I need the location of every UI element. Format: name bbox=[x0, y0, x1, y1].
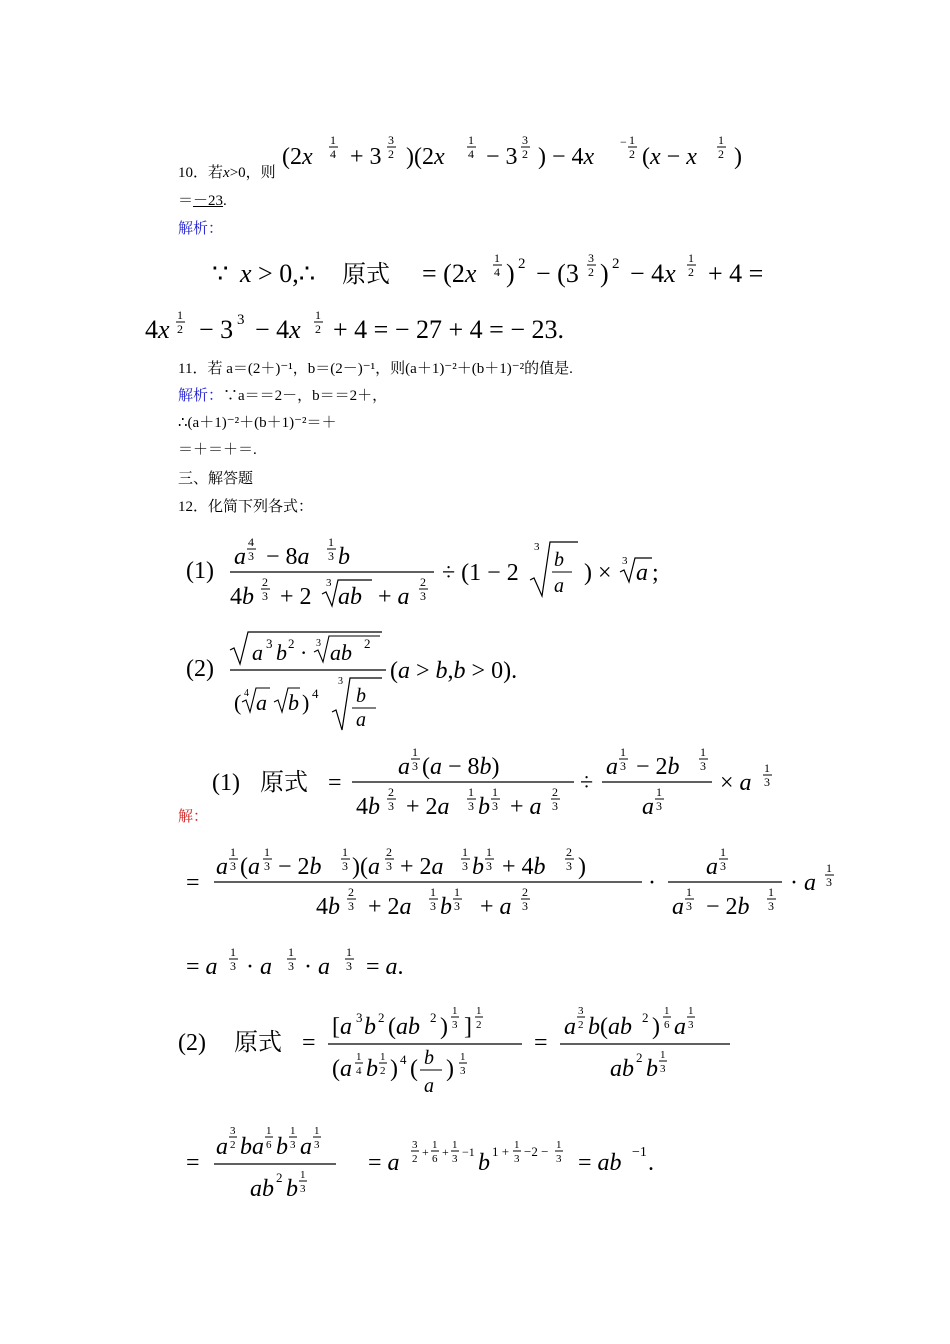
svg-text:2: 2 bbox=[522, 885, 528, 899]
svg-text:3: 3 bbox=[566, 859, 572, 873]
svg-text:3: 3 bbox=[412, 759, 418, 773]
svg-text:a: a bbox=[356, 709, 366, 731]
svg-text:2: 2 bbox=[430, 1010, 437, 1025]
solution-part1-line2 bbox=[186, 840, 846, 926]
svg-text:a: a bbox=[300, 1134, 312, 1160]
svg-text:2: 2 bbox=[566, 845, 572, 859]
svg-text:4b: 4b bbox=[230, 584, 254, 610]
svg-text:3: 3 bbox=[342, 859, 348, 873]
svg-text:1 +: 1 + bbox=[492, 1144, 510, 1159]
svg-text:3: 3 bbox=[230, 859, 236, 873]
svg-text:1: 1 bbox=[476, 1005, 482, 1017]
svg-text:1: 1 bbox=[380, 1051, 386, 1063]
svg-text:3: 3 bbox=[237, 312, 245, 328]
svg-text:b: b bbox=[472, 854, 484, 880]
svg-text:3: 3 bbox=[230, 959, 236, 973]
svg-text:1: 1 bbox=[660, 1049, 666, 1061]
q12-title: 12．化简下列各式： bbox=[178, 499, 314, 515]
svg-text:(a: (a bbox=[240, 854, 260, 880]
svg-text:3: 3 bbox=[492, 799, 498, 813]
svg-text:1: 1 bbox=[356, 1051, 362, 1063]
svg-text:2: 2 bbox=[386, 845, 392, 859]
svg-text:− 2b: − 2b bbox=[636, 754, 680, 780]
svg-text:2: 2 bbox=[348, 885, 354, 899]
svg-text:+ 4 =: + 4 = bbox=[708, 259, 764, 288]
svg-text:3: 3 bbox=[522, 133, 528, 147]
svg-text:2: 2 bbox=[612, 256, 620, 272]
solution-part1-line1 bbox=[212, 740, 792, 826]
svg-text:3: 3 bbox=[412, 1139, 418, 1151]
svg-text:= (2x: = (2x bbox=[422, 259, 477, 288]
svg-text:4: 4 bbox=[400, 1052, 407, 1067]
svg-text:2: 2 bbox=[288, 636, 295, 651]
svg-text:ab: ab bbox=[330, 640, 352, 665]
svg-text:2: 2 bbox=[642, 1010, 649, 1025]
svg-text:1: 1 bbox=[556, 1139, 562, 1151]
svg-text:): ) bbox=[446, 1056, 454, 1082]
svg-text:−2 −: −2 − bbox=[524, 1144, 549, 1159]
svg-text:3: 3 bbox=[328, 549, 334, 563]
svg-text:2: 2 bbox=[315, 322, 321, 336]
svg-text:÷ (1 − 2: ÷ (1 − 2 bbox=[442, 560, 519, 586]
svg-text:2: 2 bbox=[636, 1050, 643, 1065]
svg-text:+ 2a: + 2a bbox=[400, 854, 444, 880]
svg-text:4: 4 bbox=[330, 147, 336, 161]
svg-text:=: = bbox=[302, 1030, 316, 1056]
svg-text:4b: 4b bbox=[356, 794, 380, 820]
q10-analysis-label: 解析： bbox=[178, 221, 224, 237]
svg-text:3: 3 bbox=[514, 1153, 520, 1165]
svg-text:=: = bbox=[534, 1030, 548, 1056]
svg-text:): ) bbox=[440, 1014, 448, 1040]
svg-text:a: a bbox=[554, 575, 564, 597]
svg-text:1: 1 bbox=[494, 251, 500, 265]
svg-text:a: a bbox=[256, 690, 267, 715]
q10-answer: －23 bbox=[193, 193, 224, 209]
svg-text:= a: = a bbox=[368, 1150, 400, 1176]
svg-text:3: 3 bbox=[300, 1183, 306, 1195]
svg-text:) − 4x: ) − 4x bbox=[538, 144, 595, 170]
svg-text:2: 2 bbox=[388, 147, 394, 161]
svg-text:[a: [a bbox=[332, 1014, 352, 1040]
svg-text:+ 4 = − 27 + 4 = − 23.: + 4 = − 27 + 4 = − 23. bbox=[333, 315, 564, 344]
svg-text:2: 2 bbox=[578, 1019, 584, 1031]
svg-text:− 4x: − 4x bbox=[255, 315, 301, 344]
svg-text:1: 1 bbox=[230, 845, 236, 859]
svg-text:3: 3 bbox=[420, 589, 426, 603]
svg-text:): ) bbox=[506, 259, 515, 288]
svg-text:1: 1 bbox=[700, 745, 706, 759]
svg-text:6: 6 bbox=[432, 1153, 438, 1165]
svg-text:3: 3 bbox=[288, 959, 294, 973]
svg-text:1: 1 bbox=[264, 845, 270, 859]
svg-text:)(a: )(a bbox=[352, 854, 380, 880]
svg-text:a: a bbox=[642, 794, 654, 820]
svg-text:) ×: ) × bbox=[584, 560, 612, 586]
svg-text:· a: · a bbox=[246, 954, 272, 980]
svg-text:−1: −1 bbox=[462, 1145, 475, 1159]
svg-text:2: 2 bbox=[380, 1065, 386, 1077]
svg-text:− 2b: − 2b bbox=[278, 854, 322, 880]
svg-text:4: 4 bbox=[494, 265, 500, 279]
svg-text:ab: ab bbox=[610, 1056, 634, 1082]
svg-text:1: 1 bbox=[688, 251, 694, 265]
svg-text:4x: 4x bbox=[145, 315, 170, 344]
svg-text:3: 3 bbox=[388, 799, 394, 813]
svg-text:1: 1 bbox=[460, 1051, 466, 1063]
since-symbol: ∵ bbox=[212, 259, 229, 288]
svg-text:1: 1 bbox=[764, 761, 770, 775]
svg-text:− 3: − 3 bbox=[486, 144, 518, 170]
q10-stem: 10．若x>0，则 bbox=[178, 165, 276, 181]
svg-text:1: 1 bbox=[656, 785, 662, 799]
svg-text:a: a bbox=[564, 1014, 576, 1040]
svg-text:3: 3 bbox=[452, 1019, 458, 1031]
svg-text:1: 1 bbox=[230, 945, 236, 959]
solution-label: 解： bbox=[178, 809, 209, 825]
svg-text:1: 1 bbox=[462, 845, 468, 859]
svg-text:(a − 8b): (a − 8b) bbox=[422, 754, 500, 780]
svg-text:原式: 原式 bbox=[260, 770, 308, 796]
q10-expression bbox=[282, 128, 752, 174]
svg-text:1: 1 bbox=[620, 745, 626, 759]
svg-text:3: 3 bbox=[720, 859, 726, 873]
svg-text:b: b bbox=[288, 690, 299, 715]
svg-text:(1): (1) bbox=[186, 558, 214, 584]
svg-text:1: 1 bbox=[412, 745, 418, 759]
svg-text:1: 1 bbox=[686, 885, 692, 899]
svg-text:)(2x: )(2x bbox=[406, 144, 445, 170]
svg-text:(2): (2) bbox=[178, 1030, 206, 1056]
svg-text:2: 2 bbox=[476, 1019, 482, 1031]
svg-text:÷: ÷ bbox=[580, 770, 594, 796]
svg-text:b: b bbox=[478, 1150, 490, 1176]
q11-step2: ∴(a＋1)⁻²＋(b＋1)⁻²＝＋ bbox=[178, 415, 337, 431]
solution-part2-line2 bbox=[186, 1120, 746, 1206]
svg-text:+ a: + a bbox=[378, 584, 410, 610]
svg-text:6: 6 bbox=[664, 1019, 670, 1031]
svg-text:a: a bbox=[636, 560, 648, 586]
svg-text:1: 1 bbox=[718, 133, 724, 147]
svg-text:3: 3 bbox=[622, 555, 628, 567]
svg-text:): ) bbox=[652, 1014, 660, 1040]
svg-text:1: 1 bbox=[315, 308, 321, 322]
svg-text:3: 3 bbox=[588, 251, 594, 265]
svg-text:2: 2 bbox=[688, 265, 694, 279]
q11-step3: ＝＋＝＋＝. bbox=[178, 442, 257, 458]
svg-text:b: b bbox=[554, 549, 564, 571]
svg-text:+ 3: + 3 bbox=[350, 144, 382, 170]
svg-text:+ 2a: + 2a bbox=[406, 794, 450, 820]
svg-text:2: 2 bbox=[388, 785, 394, 799]
svg-text:(1): (1) bbox=[212, 770, 240, 796]
svg-text:1: 1 bbox=[452, 1139, 458, 1151]
svg-text:−1: −1 bbox=[632, 1145, 647, 1160]
svg-text:.: . bbox=[648, 1150, 654, 1176]
svg-text:a: a bbox=[216, 854, 228, 880]
svg-text:3: 3 bbox=[348, 899, 354, 913]
svg-text:a: a bbox=[606, 754, 618, 780]
svg-text:b: b bbox=[356, 685, 366, 707]
svg-text:1: 1 bbox=[768, 885, 774, 899]
svg-text:3: 3 bbox=[356, 1010, 363, 1025]
q11-analysis-label: 解析： bbox=[178, 388, 224, 404]
svg-text:=: = bbox=[328, 770, 342, 796]
svg-text:3: 3 bbox=[262, 589, 268, 603]
svg-text:4b: 4b bbox=[316, 894, 340, 920]
svg-text:− 3: − 3 bbox=[199, 315, 234, 344]
svg-text:b: b bbox=[366, 1056, 378, 1082]
svg-text:2: 2 bbox=[522, 147, 528, 161]
svg-text:1: 1 bbox=[454, 885, 460, 899]
svg-text:a: a bbox=[398, 754, 410, 780]
svg-text:1: 1 bbox=[328, 535, 334, 549]
svg-text:2: 2 bbox=[177, 322, 183, 336]
q11-analysis: 解析：∵a＝＝2－，b＝＝2＋， bbox=[178, 388, 388, 404]
svg-text:原式: 原式 bbox=[234, 1030, 282, 1056]
svg-text:(a: (a bbox=[332, 1056, 352, 1082]
svg-text:(a > b,b > 0).: (a > b,b > 0). bbox=[390, 658, 518, 684]
svg-text:− 4x: − 4x bbox=[630, 259, 676, 288]
svg-text:3: 3 bbox=[700, 759, 706, 773]
svg-text:· a: · a bbox=[790, 870, 816, 896]
svg-text:(2x: (2x bbox=[282, 144, 313, 170]
svg-text:4: 4 bbox=[244, 688, 249, 699]
svg-text:b: b bbox=[338, 544, 350, 570]
svg-text:3: 3 bbox=[768, 899, 774, 913]
svg-text:b: b bbox=[424, 1047, 434, 1069]
q10-answer-line: ＝－23. bbox=[178, 193, 227, 209]
solution-part2-line1 bbox=[178, 1000, 738, 1100]
svg-text:3: 3 bbox=[346, 959, 352, 973]
svg-text:× a: × a bbox=[720, 770, 752, 796]
svg-text:−: − bbox=[620, 135, 627, 149]
svg-text:+ a: + a bbox=[510, 794, 542, 820]
svg-text:3: 3 bbox=[290, 1139, 296, 1151]
svg-text:): ) bbox=[390, 1056, 398, 1082]
svg-text:1: 1 bbox=[629, 133, 635, 147]
svg-text:=: = bbox=[186, 870, 200, 896]
svg-text:1: 1 bbox=[720, 845, 726, 859]
svg-text:2: 2 bbox=[420, 575, 426, 589]
svg-text:3: 3 bbox=[266, 636, 273, 651]
svg-text:(2): (2) bbox=[186, 656, 214, 682]
svg-text:3: 3 bbox=[462, 859, 468, 873]
svg-text:= a.: = a. bbox=[366, 954, 404, 980]
svg-text:ba: ba bbox=[240, 1134, 264, 1160]
svg-text:3: 3 bbox=[460, 1065, 466, 1077]
svg-text:3: 3 bbox=[316, 638, 321, 649]
svg-text:ab: ab bbox=[338, 584, 362, 610]
svg-text:1: 1 bbox=[266, 1125, 272, 1137]
svg-text:3: 3 bbox=[388, 133, 394, 147]
svg-text:4: 4 bbox=[312, 686, 319, 701]
svg-text:+: + bbox=[422, 1145, 429, 1159]
solution-part1-line3 bbox=[186, 940, 446, 984]
svg-text:3: 3 bbox=[230, 1125, 236, 1137]
svg-text:1: 1 bbox=[342, 845, 348, 859]
svg-text:+ 2a: + 2a bbox=[368, 894, 412, 920]
svg-text:(: ( bbox=[410, 1056, 418, 1082]
q10-analysis-line2 bbox=[145, 302, 625, 348]
svg-text:1: 1 bbox=[314, 1125, 320, 1137]
svg-text:2: 2 bbox=[262, 575, 268, 589]
svg-text:]: ] bbox=[464, 1014, 472, 1040]
svg-text:3: 3 bbox=[452, 1153, 458, 1165]
svg-text:− 2b: − 2b bbox=[706, 894, 750, 920]
svg-text:ab: ab bbox=[250, 1176, 274, 1202]
svg-text:): ) bbox=[578, 854, 586, 880]
svg-text:2: 2 bbox=[718, 147, 724, 161]
svg-text:3: 3 bbox=[454, 899, 460, 913]
svg-text:4: 4 bbox=[248, 535, 254, 549]
svg-text:6: 6 bbox=[266, 1139, 272, 1151]
svg-text:2: 2 bbox=[412, 1153, 418, 1165]
svg-text:= a: = a bbox=[186, 954, 218, 980]
q12-part1 bbox=[186, 530, 686, 614]
svg-text:+ a: + a bbox=[480, 894, 512, 920]
svg-text:1: 1 bbox=[826, 861, 832, 875]
svg-text:b: b bbox=[364, 1014, 376, 1040]
svg-text:): ) bbox=[734, 144, 742, 170]
svg-text:a: a bbox=[234, 544, 246, 570]
svg-text:3: 3 bbox=[522, 899, 528, 913]
svg-text:b: b bbox=[276, 640, 287, 665]
q10-analysis-line1 bbox=[212, 244, 812, 294]
svg-text:3: 3 bbox=[556, 1153, 562, 1165]
svg-text:(ab: (ab bbox=[388, 1014, 420, 1040]
section-heading: 三、解答题 bbox=[178, 471, 254, 487]
svg-text:·: · bbox=[300, 640, 308, 665]
svg-text:2: 2 bbox=[276, 1170, 283, 1185]
svg-text:1: 1 bbox=[452, 1005, 458, 1017]
q11-stem: 11．若 a＝(2＋)⁻¹，b＝(2－)⁻¹，则(a＋1)⁻²＋(b＋1)⁻²的值是. bbox=[178, 361, 573, 377]
svg-text:3: 3 bbox=[620, 759, 626, 773]
svg-text:+ 4b: + 4b bbox=[502, 854, 546, 880]
svg-text:a: a bbox=[252, 640, 263, 665]
svg-text:b: b bbox=[440, 894, 452, 920]
svg-text:+ 2: + 2 bbox=[280, 584, 312, 610]
svg-text:b: b bbox=[478, 794, 490, 820]
svg-text:3: 3 bbox=[248, 549, 254, 563]
svg-text:3: 3 bbox=[826, 875, 832, 889]
svg-text:2: 2 bbox=[364, 636, 371, 651]
svg-text:1: 1 bbox=[468, 785, 474, 799]
svg-text:4: 4 bbox=[356, 1065, 362, 1077]
q12-part2 bbox=[186, 626, 586, 736]
svg-text:1: 1 bbox=[432, 1139, 438, 1151]
svg-text:x > 0,∴: x > 0,∴ bbox=[240, 259, 316, 288]
svg-text:3: 3 bbox=[764, 775, 770, 789]
svg-text:3: 3 bbox=[660, 1063, 666, 1075]
svg-text:2: 2 bbox=[378, 1010, 385, 1025]
svg-text:1: 1 bbox=[492, 785, 498, 799]
svg-text:b: b bbox=[286, 1176, 298, 1202]
svg-text:原式: 原式 bbox=[342, 262, 390, 288]
svg-text:3: 3 bbox=[264, 859, 270, 873]
svg-text:1: 1 bbox=[288, 945, 294, 959]
svg-text:1: 1 bbox=[688, 1005, 694, 1017]
svg-text:): ) bbox=[302, 690, 310, 715]
svg-text:= ab: = ab bbox=[578, 1150, 622, 1176]
svg-text:a: a bbox=[424, 1075, 434, 1097]
svg-text:+: + bbox=[442, 1145, 449, 1159]
svg-text:3: 3 bbox=[430, 899, 436, 913]
svg-text:2: 2 bbox=[588, 265, 594, 279]
svg-text:1: 1 bbox=[486, 845, 492, 859]
svg-text:1: 1 bbox=[330, 133, 336, 147]
svg-text:1: 1 bbox=[664, 1005, 670, 1017]
svg-text:2: 2 bbox=[230, 1139, 236, 1151]
svg-text:3: 3 bbox=[552, 799, 558, 813]
svg-text:3: 3 bbox=[486, 859, 492, 873]
svg-text:1: 1 bbox=[468, 133, 474, 147]
svg-text:a: a bbox=[672, 894, 684, 920]
svg-text:1: 1 bbox=[430, 885, 436, 899]
svg-text:3: 3 bbox=[326, 577, 332, 589]
svg-text:·: · bbox=[648, 870, 656, 896]
svg-text:1: 1 bbox=[346, 945, 352, 959]
svg-text:3: 3 bbox=[314, 1139, 320, 1151]
svg-text:2: 2 bbox=[629, 147, 635, 161]
svg-text:1: 1 bbox=[290, 1125, 296, 1137]
svg-text:b: b bbox=[276, 1134, 288, 1160]
svg-text:(x − x: (x − x bbox=[642, 144, 697, 170]
svg-text:=: = bbox=[186, 1150, 200, 1176]
svg-text:(: ( bbox=[234, 690, 242, 715]
svg-text:2: 2 bbox=[552, 785, 558, 799]
svg-text:3: 3 bbox=[686, 899, 692, 913]
svg-text:3: 3 bbox=[386, 859, 392, 873]
svg-text:a: a bbox=[674, 1014, 686, 1040]
svg-text:3: 3 bbox=[338, 676, 343, 687]
svg-text:2: 2 bbox=[518, 256, 526, 272]
svg-text:1: 1 bbox=[300, 1169, 306, 1181]
svg-text:· a: · a bbox=[304, 954, 330, 980]
svg-text:− 8a: − 8a bbox=[266, 544, 310, 570]
svg-text:b: b bbox=[646, 1056, 658, 1082]
svg-text:a: a bbox=[706, 854, 718, 880]
svg-text:3: 3 bbox=[578, 1005, 584, 1017]
svg-text:1: 1 bbox=[177, 308, 183, 322]
svg-text:3: 3 bbox=[688, 1019, 694, 1031]
svg-text:1: 1 bbox=[514, 1139, 520, 1151]
svg-text:3: 3 bbox=[534, 541, 540, 553]
svg-text:;: ; bbox=[652, 560, 659, 586]
svg-text:3: 3 bbox=[656, 799, 662, 813]
svg-text:b(ab: b(ab bbox=[588, 1014, 632, 1040]
svg-text:3: 3 bbox=[468, 799, 474, 813]
svg-text:4: 4 bbox=[468, 147, 474, 161]
svg-text:− (3: − (3 bbox=[536, 259, 579, 288]
svg-text:): ) bbox=[600, 259, 609, 288]
svg-text:a: a bbox=[216, 1134, 228, 1160]
